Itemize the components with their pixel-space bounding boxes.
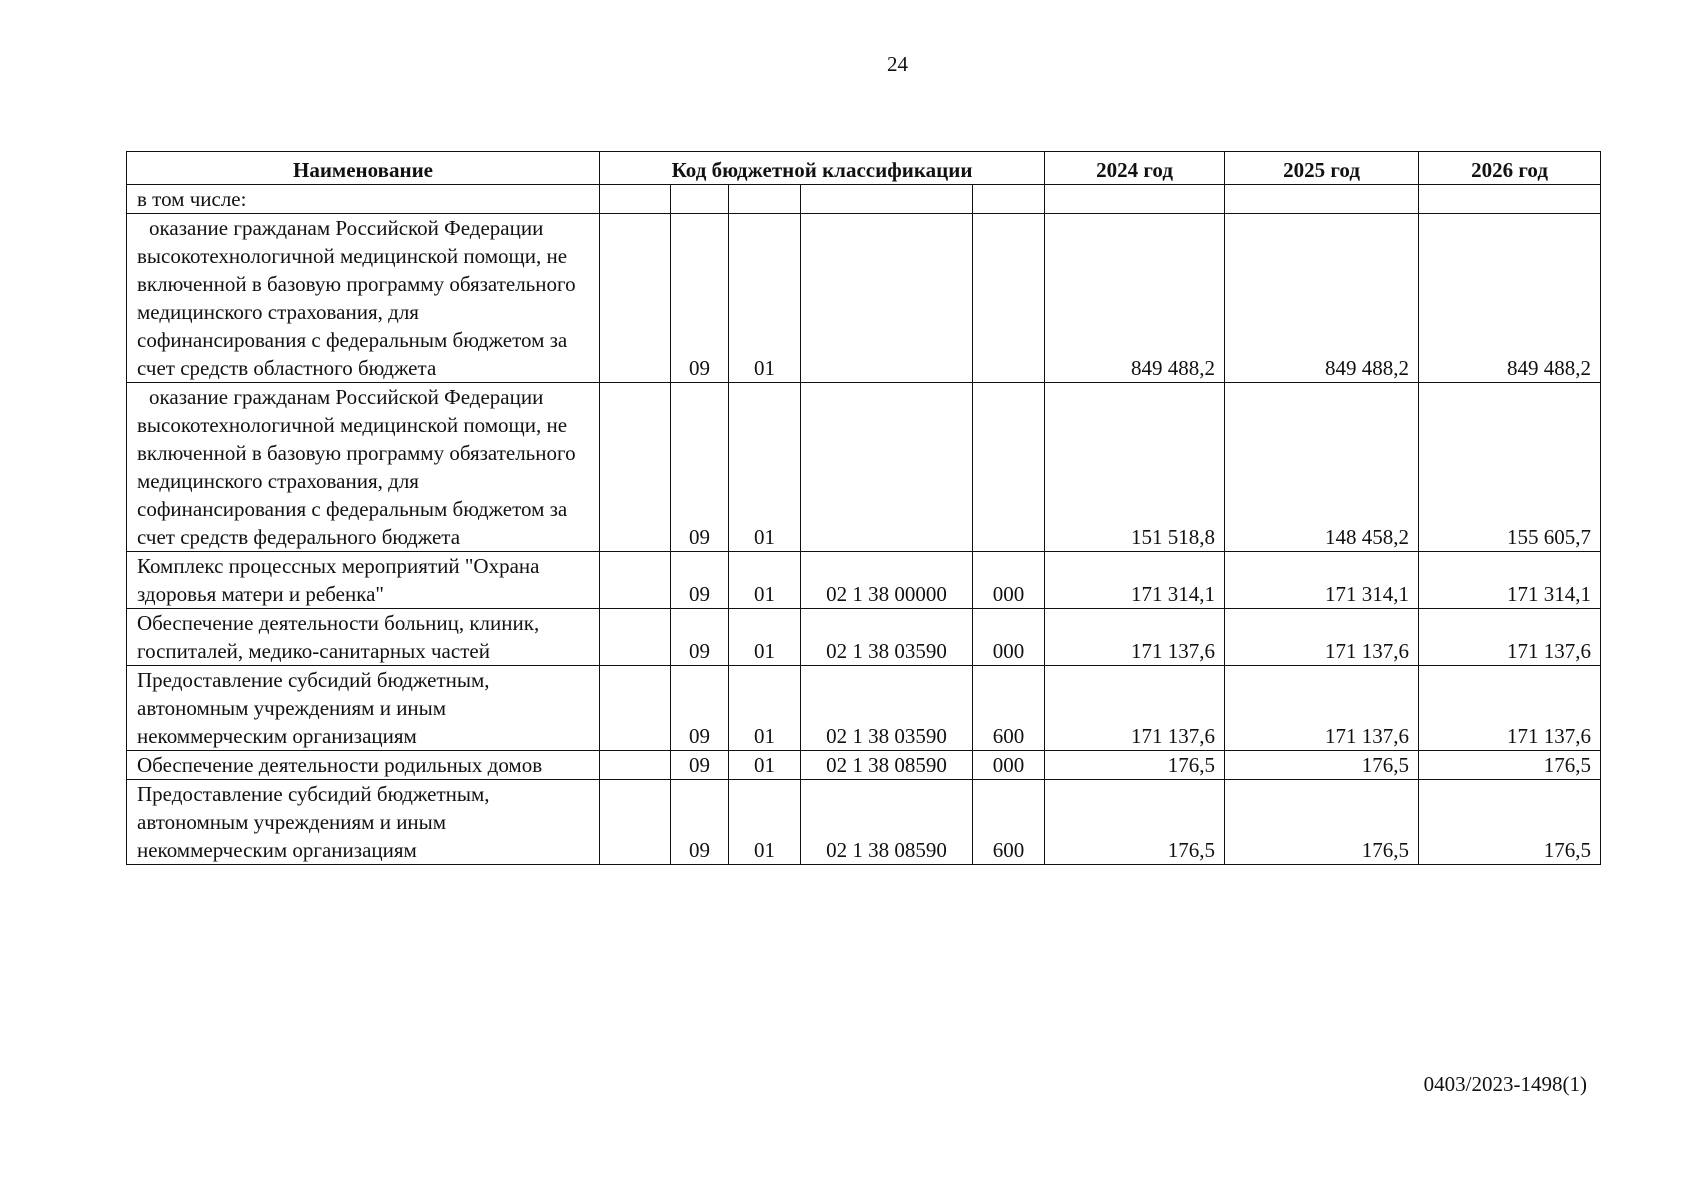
cell-subsection-code: 01 [729, 214, 801, 383]
cell-code-empty [600, 214, 671, 383]
cell-code-empty [600, 780, 671, 865]
cell-section-code: 09 [671, 780, 729, 865]
cell-code-empty [600, 609, 671, 666]
cell-section-code [671, 185, 729, 214]
cell-amount-2024: 171 137,6 [1045, 666, 1225, 751]
table-row [127, 666, 1601, 751]
table-row [127, 214, 1601, 383]
cell-section-code: 09 [671, 214, 729, 383]
cell-subsection-code: 01 [729, 751, 801, 780]
cell-target-article [801, 383, 973, 552]
header-name: Наименование [127, 152, 600, 185]
cell-amount-2024: 171 314,1 [1045, 552, 1225, 609]
cell-subsection-code [729, 185, 801, 214]
cell-amount-2025: 148 458,2 [1225, 383, 1419, 552]
cell-subsection-code: 01 [729, 552, 801, 609]
cell-name: Комплекс процессных мероприятий "Охрана здоровья матери и ребенка" [127, 552, 600, 609]
cell-target-article: 02 1 38 00000 [801, 552, 973, 609]
cell-section-code: 09 [671, 552, 729, 609]
cell-code-empty [600, 383, 671, 552]
cell-amount-2025: 171 314,1 [1225, 552, 1419, 609]
cell-amount-2024 [1045, 185, 1225, 214]
table-body [127, 185, 1601, 865]
table-row [127, 780, 1601, 865]
cell-target-article [801, 214, 973, 383]
cell-name: оказание гражданам Российской Федерации высокотехнологичной медицинской помощи, не включенной в базовую программу обязательного медицинского страхования, для софинансирования с федеральным бюджетом за счет средств областного бюджета [127, 214, 600, 383]
table-row [127, 383, 1601, 552]
cell-expense-type: 000 [973, 609, 1045, 666]
cell-code-empty [600, 751, 671, 780]
cell-amount-2024: 176,5 [1045, 780, 1225, 865]
cell-amount-2024: 176,5 [1045, 751, 1225, 780]
cell-target-article: 02 1 38 03590 [801, 609, 973, 666]
cell-name: оказание гражданам Российской Федерации высокотехнологичной медицинской помощи, не включенной в базовую программу обязательного медицинского страхования, для софинансирования с федеральным бюджетом за счет средств федерального бюджета [127, 383, 600, 552]
cell-amount-2025: 176,5 [1225, 751, 1419, 780]
cell-amount-2025: 849 488,2 [1225, 214, 1419, 383]
cell-amount-2026: 176,5 [1419, 780, 1601, 865]
cell-amount-2026 [1419, 185, 1601, 214]
cell-amount-2024: 849 488,2 [1045, 214, 1225, 383]
cell-name: Предоставление субсидий бюджетным, автономным учреждениям и иным некоммерческим организациям [127, 666, 600, 751]
cell-name: Обеспечение деятельности больниц, клиник, госпиталей, медико-санитарных частей [127, 609, 600, 666]
header-year-2026: 2026 год [1419, 152, 1601, 185]
cell-expense-type: 600 [973, 780, 1045, 865]
cell-target-article: 02 1 38 08590 [801, 780, 973, 865]
cell-code-empty [600, 666, 671, 751]
table-row [127, 185, 1601, 214]
cell-name: Предоставление субсидий бюджетным, автономным учреждениям и иным некоммерческим организациям [127, 780, 600, 865]
cell-section-code: 09 [671, 666, 729, 751]
cell-expense-type [973, 185, 1045, 214]
cell-expense-type: 000 [973, 751, 1045, 780]
cell-amount-2024: 151 518,8 [1045, 383, 1225, 552]
cell-subsection-code: 01 [729, 383, 801, 552]
table-header-row [127, 152, 1601, 185]
cell-subsection-code: 01 [729, 666, 801, 751]
page-number: 24 [887, 52, 908, 76]
cell-amount-2026: 171 314,1 [1419, 552, 1601, 609]
cell-expense-type [973, 383, 1045, 552]
cell-amount-2025: 171 137,6 [1225, 666, 1419, 751]
cell-subsection-code: 01 [729, 609, 801, 666]
cell-amount-2025 [1225, 185, 1419, 214]
header-budget-code: Код бюджетной классификации [600, 152, 1045, 185]
budget-table [126, 151, 1601, 865]
cell-expense-type: 600 [973, 666, 1045, 751]
cell-amount-2026: 176,5 [1419, 751, 1601, 780]
cell-amount-2025: 171 137,6 [1225, 609, 1419, 666]
cell-amount-2026: 171 137,6 [1419, 609, 1601, 666]
cell-section-code: 09 [671, 383, 729, 552]
table-row [127, 552, 1601, 609]
cell-name: Обеспечение деятельности родильных домов [127, 751, 600, 780]
cell-amount-2026: 849 488,2 [1419, 214, 1601, 383]
cell-subsection-code: 01 [729, 780, 801, 865]
cell-amount-2026: 155 605,7 [1419, 383, 1601, 552]
cell-expense-type: 000 [973, 552, 1045, 609]
cell-name: в том числе: [127, 185, 600, 214]
cell-amount-2024: 171 137,6 [1045, 609, 1225, 666]
cell-amount-2025: 176,5 [1225, 780, 1419, 865]
cell-expense-type [973, 214, 1045, 383]
cell-amount-2026: 171 137,6 [1419, 666, 1601, 751]
table-row [127, 609, 1601, 666]
header-year-2024: 2024 год [1045, 152, 1225, 185]
cell-code-empty [600, 185, 671, 214]
cell-section-code: 09 [671, 751, 729, 780]
cell-target-article: 02 1 38 08590 [801, 751, 973, 780]
header-year-2025: 2025 год [1225, 152, 1419, 185]
table-row [127, 751, 1601, 780]
cell-target-article: 02 1 38 03590 [801, 666, 973, 751]
cell-section-code: 09 [671, 609, 729, 666]
cell-code-empty [600, 552, 671, 609]
document-code: 0403/2023-1498(1) [1423, 1072, 1587, 1096]
cell-target-article [801, 185, 973, 214]
